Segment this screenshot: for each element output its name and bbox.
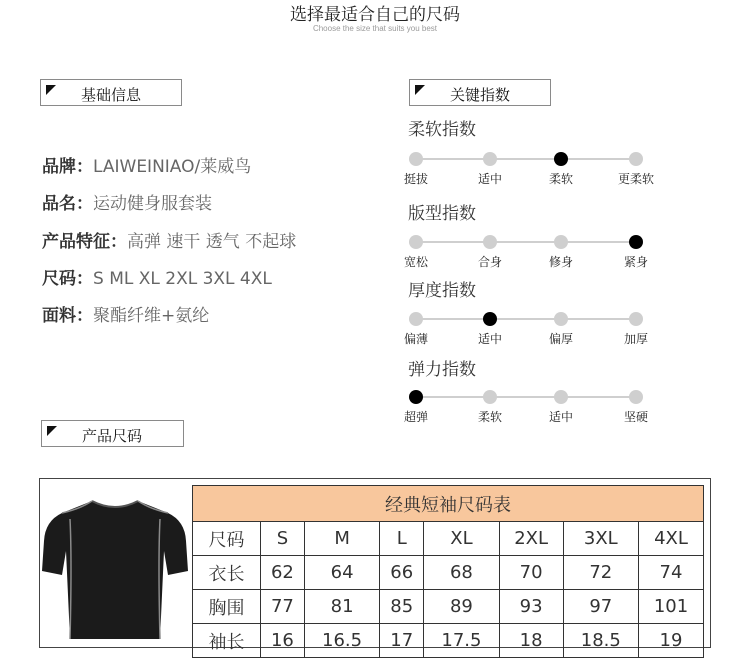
table-cell: 85 — [380, 590, 424, 624]
info-row-brand — [42, 152, 251, 177]
key-index-heading: 关键指数 — [450, 86, 511, 104]
index-scale-line — [416, 158, 638, 160]
table-column-header: L — [380, 522, 424, 556]
tshirt-image — [40, 479, 190, 639]
index-dot-selected — [629, 235, 643, 249]
table-row — [193, 556, 704, 590]
info-row-product-name — [42, 189, 212, 214]
size-section-heading: 产品尺码 — [82, 427, 143, 445]
table-column-header: XL — [424, 522, 499, 556]
size-table-title: 经典短袖尺码表 — [193, 486, 704, 522]
table-cell: 101 — [639, 590, 704, 624]
corner-triangle-icon — [46, 85, 56, 95]
index-dot — [629, 312, 643, 326]
table-cell: 64 — [304, 556, 379, 590]
index-dot — [483, 390, 497, 404]
table-cell: 68 — [424, 556, 499, 590]
index-dot-selected — [554, 152, 568, 166]
table-cell: 18.5 — [563, 624, 638, 658]
index-dot — [554, 235, 568, 249]
info-key: 产品特征： — [42, 232, 127, 252]
table-column-header: 2XL — [499, 522, 563, 556]
table-cell: 93 — [499, 590, 563, 624]
table-cell: 16.5 — [304, 624, 379, 658]
index-scale-line — [416, 396, 638, 398]
table-header-row — [193, 522, 704, 556]
table-row — [193, 590, 704, 624]
index-option-label: 偏厚 — [548, 332, 574, 346]
index-title: 厚度指数 — [408, 281, 476, 301]
index-dot — [409, 312, 423, 326]
index-dot — [629, 390, 643, 404]
index-dot — [409, 152, 423, 166]
index-dot — [554, 390, 568, 404]
index-option-label: 坚硬 — [623, 410, 649, 424]
page-subtitle: Choose the size that suits you best — [312, 24, 438, 33]
size-section-header — [41, 420, 184, 447]
index-scale-line — [416, 241, 638, 243]
index-option-label: 偏薄 — [403, 332, 429, 346]
corner-triangle-icon — [47, 426, 57, 436]
info-key: 品名： — [42, 194, 93, 214]
index-dot-selected — [409, 390, 423, 404]
table-column-header: 3XL — [563, 522, 638, 556]
table-row-label: 衣长 — [193, 556, 261, 590]
table-cell: 17 — [380, 624, 424, 658]
index-dot — [483, 152, 497, 166]
key-index-header — [409, 79, 551, 106]
index-option-label: 挺拔 — [403, 172, 429, 186]
info-row-fabric — [42, 301, 209, 326]
index-dot — [629, 152, 643, 166]
table-cell: 81 — [304, 590, 379, 624]
index-option-label: 柔软 — [548, 172, 574, 186]
index-option-label: 紧身 — [623, 255, 649, 269]
index-dot — [409, 235, 423, 249]
table-column-header: M — [304, 522, 379, 556]
table-column-header: S — [260, 522, 304, 556]
index-option-label: 适中 — [548, 410, 574, 424]
table-cell: 72 — [563, 556, 638, 590]
table-cell: 62 — [260, 556, 304, 590]
index-option-label: 超弹 — [403, 410, 429, 424]
corner-triangle-icon — [415, 85, 425, 95]
info-value: 高弹 速干 透气 不起球 — [127, 232, 297, 252]
table-cell: 17.5 — [424, 624, 499, 658]
info-key: 面料： — [42, 306, 93, 326]
table-cell: 18 — [499, 624, 563, 658]
basic-info-heading: 基础信息 — [81, 86, 142, 104]
index-title: 弹力指数 — [408, 360, 476, 380]
index-option-label: 加厚 — [623, 332, 649, 346]
index-option-label: 柔软 — [477, 410, 503, 424]
info-row-sizes — [42, 264, 272, 289]
table-cell: 16 — [260, 624, 304, 658]
table-cell: 89 — [424, 590, 499, 624]
info-value: LAIWEINIAO/莱威鸟 — [93, 157, 252, 177]
index-dot-selected — [483, 312, 497, 326]
info-key: 尺码： — [42, 269, 93, 289]
table-cell: 97 — [563, 590, 638, 624]
index-option-label: 宽松 — [403, 255, 429, 269]
table-cell: 77 — [260, 590, 304, 624]
table-row — [193, 624, 704, 658]
info-row-features — [42, 227, 296, 252]
size-table — [192, 485, 704, 658]
table-cell: 70 — [499, 556, 563, 590]
basic-info-header — [40, 79, 182, 106]
index-title: 版型指数 — [408, 204, 476, 224]
info-value: S ML XL 2XL 3XL 4XL — [93, 269, 272, 289]
page-title: 选择最适合自己的尺码 — [290, 5, 460, 25]
index-scale-line — [416, 318, 638, 320]
index-option-label: 修身 — [548, 255, 574, 269]
info-value: 聚酯纤维+氨纶 — [93, 306, 210, 326]
table-cell: 74 — [639, 556, 704, 590]
table-cell: 66 — [380, 556, 424, 590]
table-cell: 19 — [639, 624, 704, 658]
table-row-label: 袖长 — [193, 624, 261, 658]
index-dot — [554, 312, 568, 326]
info-value: 运动健身服套装 — [93, 194, 212, 214]
table-row-label: 尺码 — [193, 522, 261, 556]
index-option-label: 适中 — [477, 172, 503, 186]
index-option-label: 更柔软 — [617, 172, 655, 186]
index-dot — [483, 235, 497, 249]
index-option-label: 适中 — [477, 332, 503, 346]
table-column-header: 4XL — [639, 522, 704, 556]
table-row-label: 胸围 — [193, 590, 261, 624]
index-title: 柔软指数 — [408, 120, 476, 140]
index-option-label: 合身 — [477, 255, 503, 269]
info-key: 品牌： — [42, 157, 93, 177]
